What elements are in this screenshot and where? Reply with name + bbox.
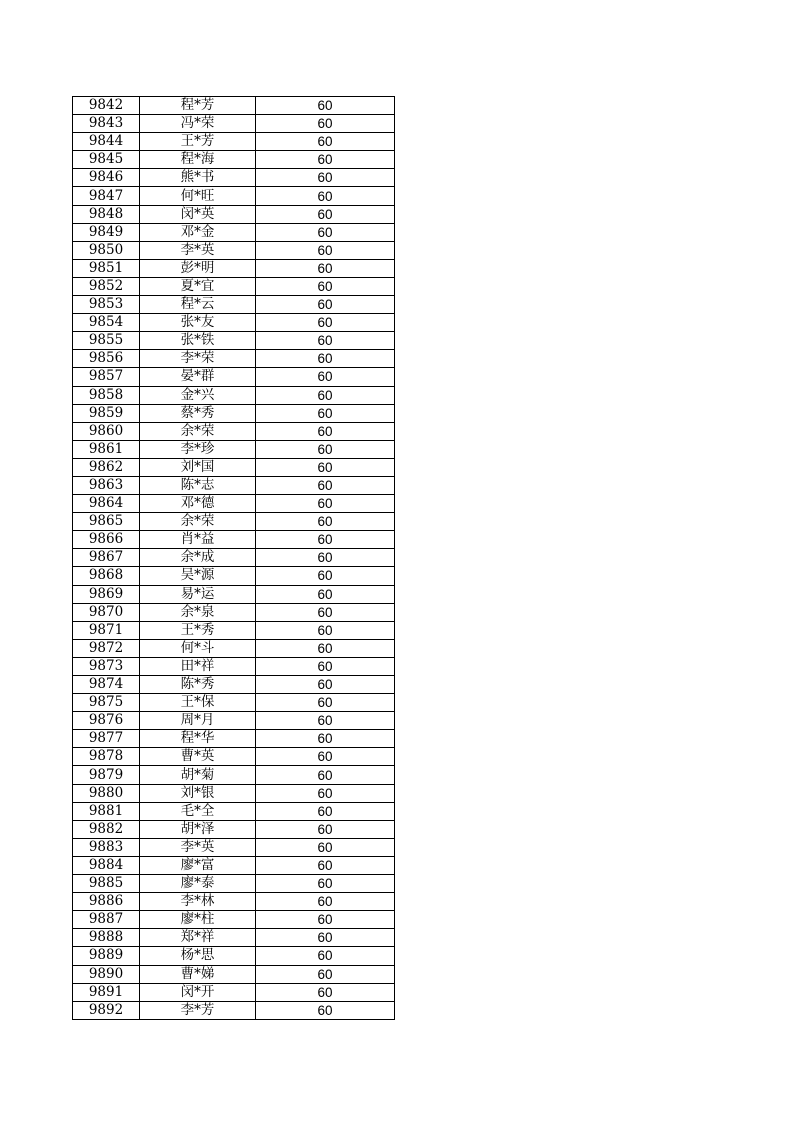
table-row [73,440,395,458]
id-cell: 9848 [73,205,140,223]
score-cell: 60 [256,169,395,187]
score-cell: 60 [256,911,395,929]
table-row [73,856,395,874]
name-cell: 李*芳 [140,1001,256,1019]
table-row [73,404,395,422]
table-row [73,585,395,603]
table-row [73,784,395,802]
score-cell: 60 [256,386,395,404]
score-cell: 60 [256,820,395,838]
name-cell: 程*海 [140,151,256,169]
score-cell: 60 [256,1001,395,1019]
score-cell: 60 [256,133,395,151]
table-row [73,350,395,368]
id-cell: 9846 [73,169,140,187]
id-cell: 9876 [73,712,140,730]
table-row [73,169,395,187]
score-cell: 60 [256,549,395,567]
id-cell: 9864 [73,495,140,513]
table-row [73,639,395,657]
score-cell: 60 [256,766,395,784]
table-row [73,929,395,947]
score-cell: 60 [256,875,395,893]
id-cell: 9889 [73,947,140,965]
table-row [73,875,395,893]
name-cell: 廖*柱 [140,911,256,929]
score-cell: 60 [256,314,395,332]
score-cell: 60 [256,223,395,241]
name-cell: 余*成 [140,549,256,567]
table-row [73,259,395,277]
table-row [73,694,395,712]
id-cell: 9892 [73,1001,140,1019]
name-cell: 胡*菊 [140,766,256,784]
id-cell: 9869 [73,585,140,603]
score-cell: 60 [256,983,395,1001]
name-cell: 李*英 [140,838,256,856]
score-cell: 60 [256,567,395,585]
name-cell: 廖*富 [140,856,256,874]
score-cell: 60 [256,277,395,295]
score-cell: 60 [256,784,395,802]
id-cell: 9844 [73,133,140,151]
id-cell: 9875 [73,694,140,712]
score-cell: 60 [256,531,395,549]
name-cell: 杨*思 [140,947,256,965]
name-cell: 何*斗 [140,639,256,657]
name-cell: 毛*全 [140,802,256,820]
table-row [73,368,395,386]
id-cell: 9868 [73,567,140,585]
id-cell: 9854 [73,314,140,332]
name-cell: 邓*德 [140,495,256,513]
id-cell: 9859 [73,404,140,422]
score-cell: 60 [256,585,395,603]
name-cell: 李*珍 [140,440,256,458]
score-cell: 60 [256,838,395,856]
score-cell: 60 [256,965,395,983]
data-table [72,96,395,1020]
id-cell: 9857 [73,368,140,386]
name-cell: 蔡*秀 [140,404,256,422]
table-row [73,621,395,639]
score-cell: 60 [256,350,395,368]
score-cell: 60 [256,440,395,458]
table-row [73,712,395,730]
table-row [73,947,395,965]
name-cell: 余*荣 [140,513,256,531]
name-cell: 何*旺 [140,187,256,205]
id-cell: 9882 [73,820,140,838]
score-cell: 60 [256,657,395,675]
name-cell: 闵*开 [140,983,256,1001]
id-cell: 9878 [73,748,140,766]
table-row [73,458,395,476]
name-cell: 廖*泰 [140,875,256,893]
score-cell: 60 [256,730,395,748]
score-cell: 60 [256,639,395,657]
id-cell: 9849 [73,223,140,241]
table-row [73,223,395,241]
id-cell: 9855 [73,332,140,350]
table-row [73,187,395,205]
score-cell: 60 [256,947,395,965]
id-cell: 9885 [73,875,140,893]
table-row [73,838,395,856]
name-cell: 金*兴 [140,386,256,404]
id-cell: 9873 [73,657,140,675]
id-cell: 9883 [73,838,140,856]
table-row [73,314,395,332]
score-cell: 60 [256,495,395,513]
score-cell: 60 [256,856,395,874]
name-cell: 王*秀 [140,621,256,639]
id-cell: 9862 [73,458,140,476]
id-cell: 9870 [73,603,140,621]
name-cell: 易*运 [140,585,256,603]
name-cell: 周*月 [140,712,256,730]
name-cell: 张*铁 [140,332,256,350]
id-cell: 9860 [73,422,140,440]
name-cell: 王*芳 [140,133,256,151]
name-cell: 田*祥 [140,657,256,675]
id-cell: 9852 [73,277,140,295]
table-row [73,205,395,223]
id-cell: 9851 [73,259,140,277]
table-row [73,983,395,1001]
table-row [73,893,395,911]
name-cell: 程*芳 [140,97,256,115]
score-cell: 60 [256,458,395,476]
name-cell: 张*友 [140,314,256,332]
score-cell: 60 [256,929,395,947]
id-cell: 9842 [73,97,140,115]
name-cell: 吴*源 [140,567,256,585]
name-cell: 闵*英 [140,205,256,223]
score-cell: 60 [256,694,395,712]
score-cell: 60 [256,513,395,531]
id-cell: 9884 [73,856,140,874]
name-cell: 彭*明 [140,259,256,277]
name-cell: 刘*银 [140,784,256,802]
name-cell: 余*泉 [140,603,256,621]
table-row [73,549,395,567]
table-row [73,911,395,929]
name-cell: 程*云 [140,296,256,314]
table-row [73,277,395,295]
table-row [73,241,395,259]
table-row [73,115,395,133]
id-cell: 9865 [73,513,140,531]
id-cell: 9867 [73,549,140,567]
table-row [73,476,395,494]
table-row [73,513,395,531]
score-cell: 60 [256,893,395,911]
score-cell: 60 [256,205,395,223]
name-cell: 曹*娣 [140,965,256,983]
table-body [73,97,395,1020]
score-cell: 60 [256,368,395,386]
id-cell: 9872 [73,639,140,657]
score-cell: 60 [256,241,395,259]
score-cell: 60 [256,676,395,694]
name-cell: 熊*书 [140,169,256,187]
table-row [73,820,395,838]
id-cell: 9845 [73,151,140,169]
table-row [73,965,395,983]
id-cell: 9879 [73,766,140,784]
score-cell: 60 [256,748,395,766]
table-row [73,657,395,675]
name-cell: 晏*群 [140,368,256,386]
table-row [73,332,395,350]
name-cell: 程*华 [140,730,256,748]
score-cell: 60 [256,476,395,494]
table-row [73,766,395,784]
table-row [73,422,395,440]
name-cell: 肖*益 [140,531,256,549]
score-cell: 60 [256,422,395,440]
id-cell: 9847 [73,187,140,205]
table-row [73,531,395,549]
id-cell: 9863 [73,476,140,494]
table-row [73,802,395,820]
name-cell: 郑*祥 [140,929,256,947]
score-cell: 60 [256,187,395,205]
score-cell: 60 [256,712,395,730]
id-cell: 9881 [73,802,140,820]
id-cell: 9866 [73,531,140,549]
table-row [73,386,395,404]
id-cell: 9888 [73,929,140,947]
id-cell: 9880 [73,784,140,802]
score-cell: 60 [256,621,395,639]
id-cell: 9887 [73,911,140,929]
table-row [73,748,395,766]
id-cell: 9850 [73,241,140,259]
score-cell: 60 [256,115,395,133]
score-cell: 60 [256,151,395,169]
name-cell: 李*荣 [140,350,256,368]
name-cell: 刘*国 [140,458,256,476]
table-row [73,296,395,314]
table-row [73,495,395,513]
score-cell: 60 [256,296,395,314]
name-cell: 陈*志 [140,476,256,494]
id-cell: 9886 [73,893,140,911]
name-cell: 陈*秀 [140,676,256,694]
name-cell: 胡*泽 [140,820,256,838]
name-cell: 余*荣 [140,422,256,440]
score-cell: 60 [256,404,395,422]
table-row [73,567,395,585]
table-row [73,603,395,621]
id-cell: 9874 [73,676,140,694]
score-cell: 60 [256,259,395,277]
score-cell: 60 [256,603,395,621]
name-cell: 邓*金 [140,223,256,241]
name-cell: 夏*宜 [140,277,256,295]
id-cell: 9871 [73,621,140,639]
id-cell: 9858 [73,386,140,404]
id-cell: 9856 [73,350,140,368]
table-row [73,97,395,115]
name-cell: 冯*荣 [140,115,256,133]
score-cell: 60 [256,97,395,115]
name-cell: 曹*英 [140,748,256,766]
id-cell: 9861 [73,440,140,458]
id-cell: 9890 [73,965,140,983]
table-row [73,151,395,169]
name-cell: 李*林 [140,893,256,911]
id-cell: 9877 [73,730,140,748]
id-cell: 9843 [73,115,140,133]
table-row [73,676,395,694]
name-cell: 王*保 [140,694,256,712]
table-row [73,133,395,151]
id-cell: 9891 [73,983,140,1001]
score-cell: 60 [256,802,395,820]
name-cell: 李*英 [140,241,256,259]
score-cell: 60 [256,332,395,350]
id-cell: 9853 [73,296,140,314]
table-row [73,1001,395,1019]
table-row [73,730,395,748]
